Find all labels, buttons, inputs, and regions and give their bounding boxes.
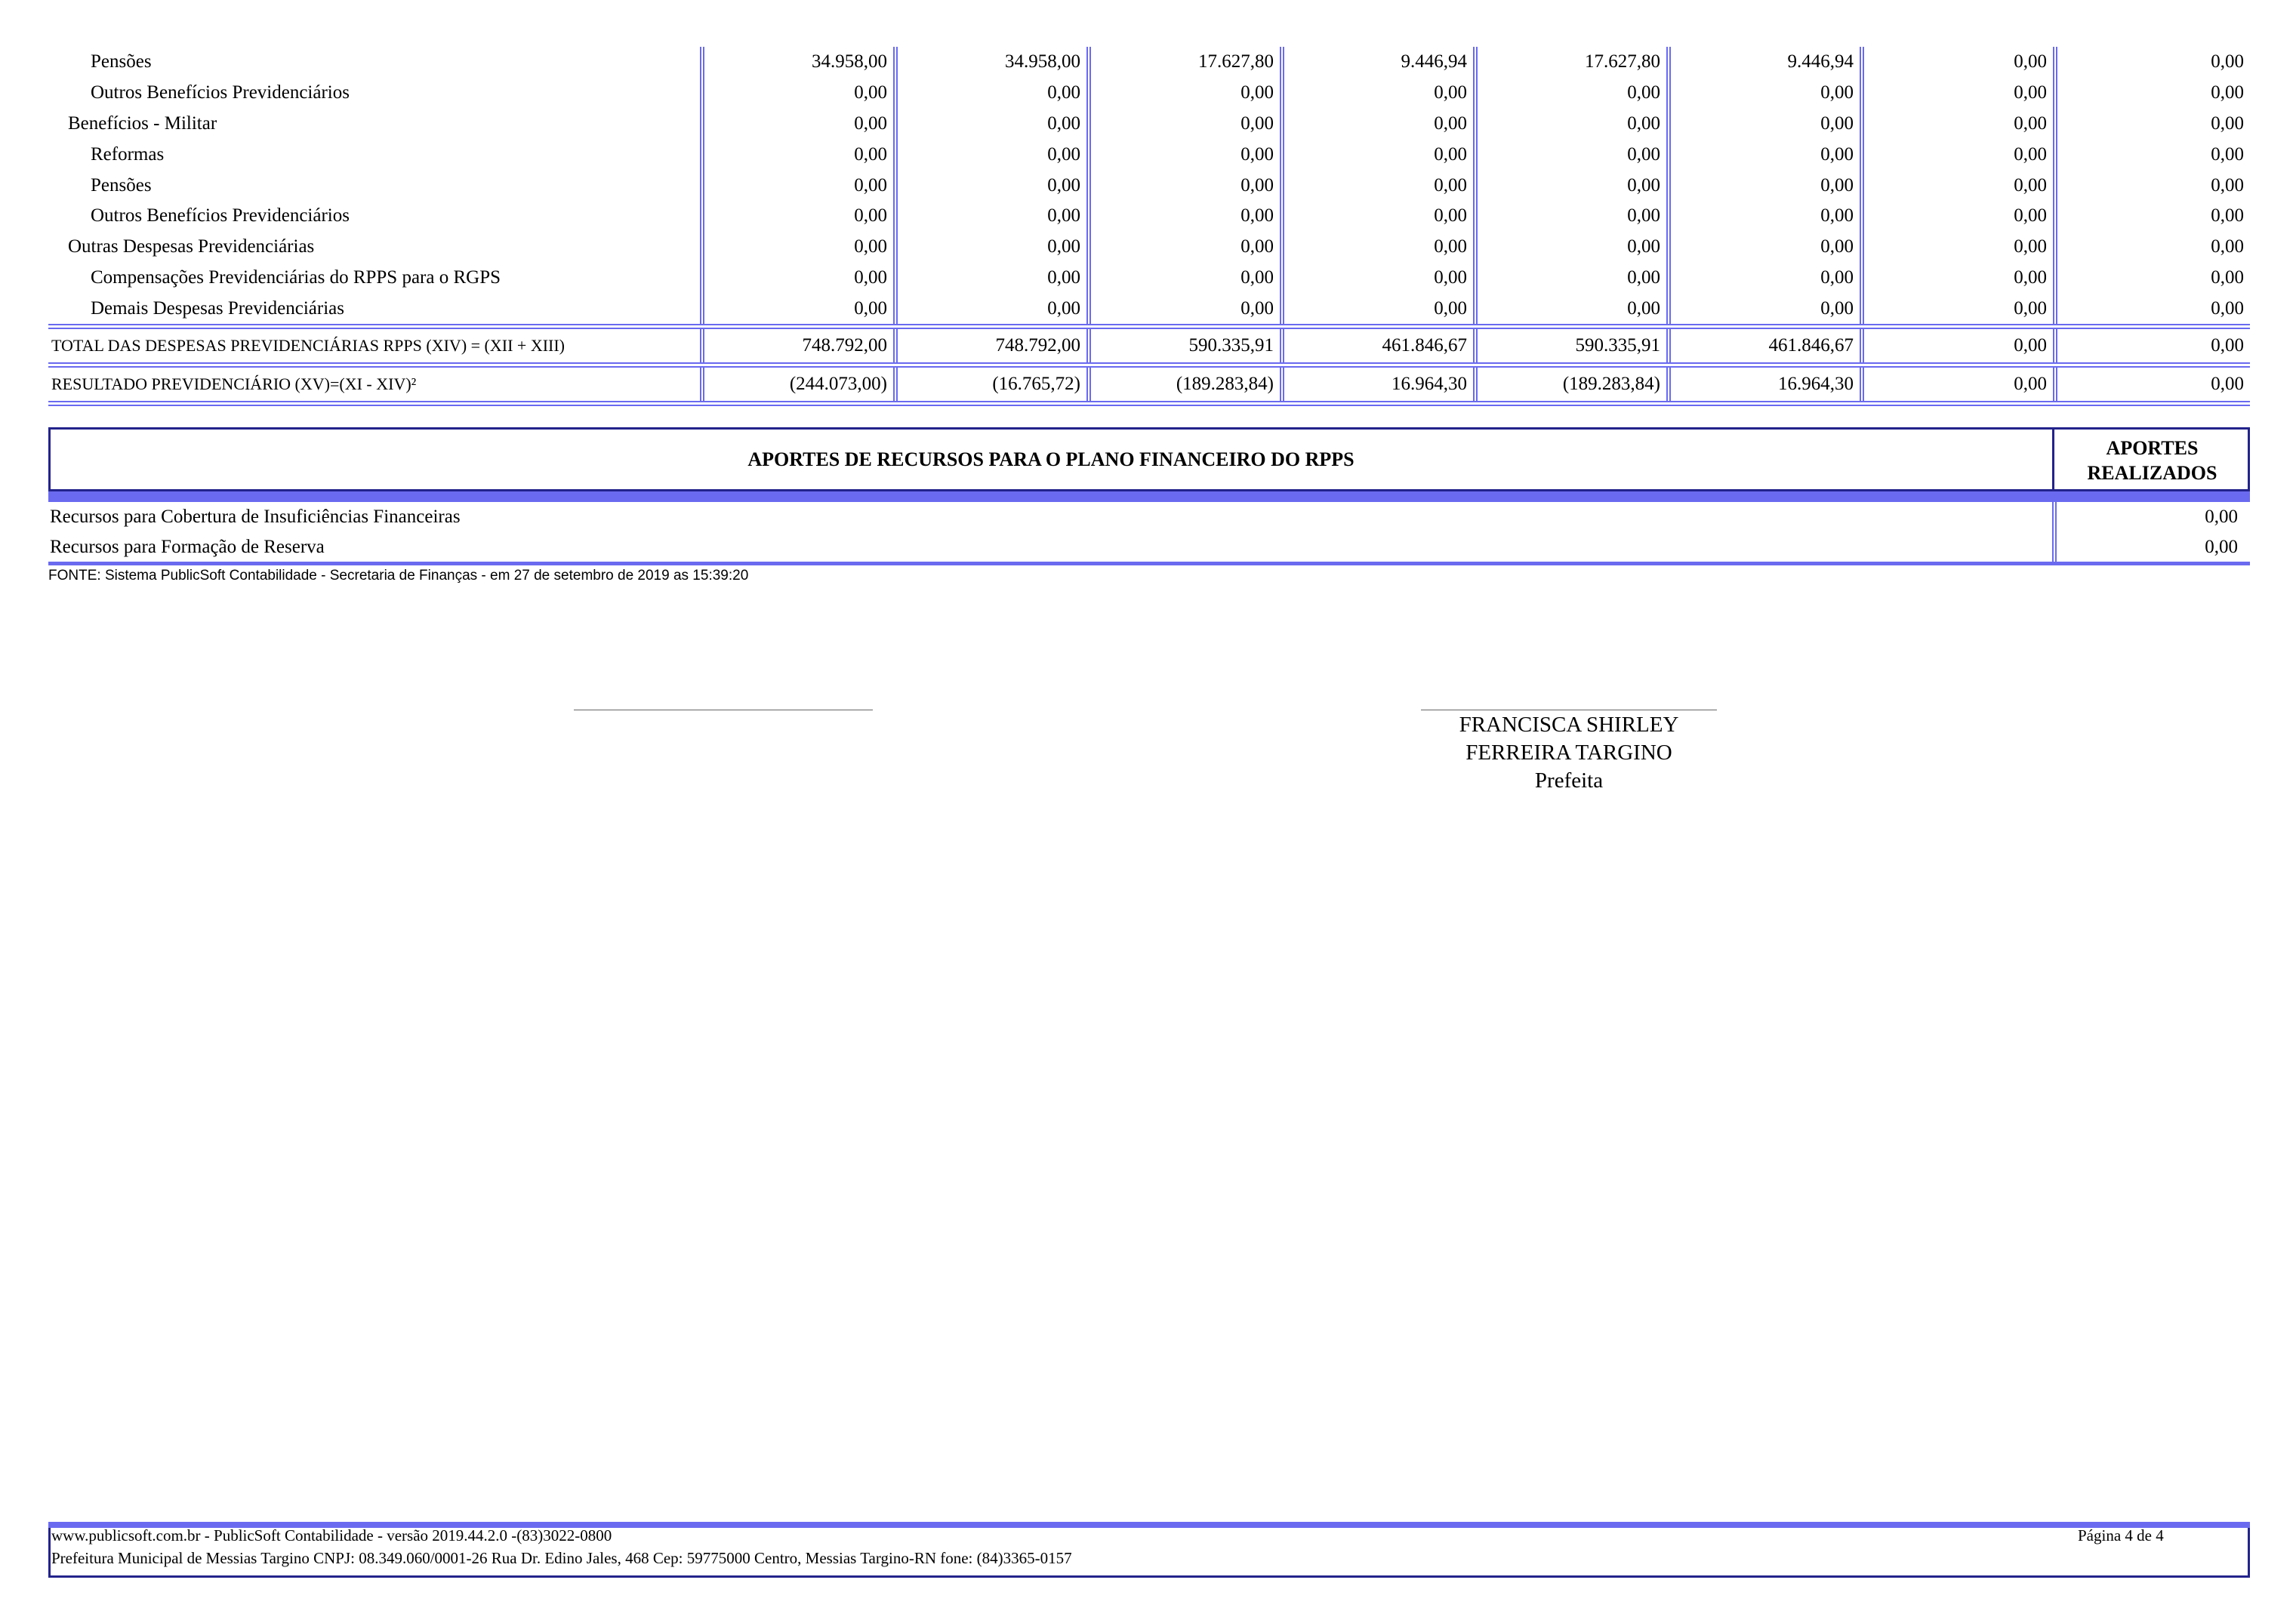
footer-software-line: www.publicsoft.com.br - PublicSoft Contabilidade - versão 2019.44.2.0 -(83)3022-0800 <box>51 1526 612 1544</box>
value-cell: 0,00 <box>1475 263 1669 294</box>
value-cell: 748.792,00 <box>702 327 895 365</box>
value-cell: 0,00 <box>1475 139 1669 170</box>
signatory-block <box>1418 711 1720 795</box>
value-cell: 0,00 <box>1089 109 1282 140</box>
value-cell: 0,00 <box>1669 263 1862 294</box>
value-cell: 0,00 <box>2055 139 2250 170</box>
value-cell: 16.964,30 <box>1282 365 1475 404</box>
row-label: Outros Benefícios Previdenciários <box>91 82 350 103</box>
value-cell: 9.446,94 <box>1282 47 1475 78</box>
aportes-row-value: 0,00 <box>2205 537 2238 557</box>
column-divider <box>2052 532 2057 562</box>
value-cell: (189.283,84) <box>1475 365 1669 404</box>
aportes-realizados-header <box>2054 430 2250 491</box>
value-cell: 0,00 <box>2055 365 2250 404</box>
value-cell: 0,00 <box>1282 170 1475 201</box>
value-cell: 0,00 <box>1282 263 1475 294</box>
aportes-header-line1: APORTES <box>2106 437 2199 459</box>
value-cell: 0,00 <box>1862 170 2055 201</box>
aportes-row <box>48 502 2250 532</box>
value-cell: 0,00 <box>2055 293 2250 326</box>
value-cell: 9.446,94 <box>1669 47 1862 78</box>
footer-prefeitura-line: Prefeitura Municipal de Messias Targino CNPJ: 08.349.060/0001-26 Rua Dr. Edino Jales, 468 Cep: 59775000 Centro, Messias Targino-RN fone: (84)3365-0157 <box>51 1549 1072 1567</box>
value-cell: 17.627,80 <box>1475 47 1669 78</box>
value-cell: 0,00 <box>1862 201 2055 232</box>
value-cell: 0,00 <box>1089 263 1282 294</box>
value-cell: 0,00 <box>702 293 895 326</box>
value-cell: 0,00 <box>1862 263 2055 294</box>
value-cell: 0,00 <box>1862 109 2055 140</box>
value-cell: 17.627,80 <box>1089 47 1282 78</box>
value-cell: 0,00 <box>1862 365 2055 404</box>
value-cell: 0,00 <box>702 139 895 170</box>
result-row <box>48 365 2250 404</box>
table-row <box>48 139 2250 170</box>
value-cell: (16.765,72) <box>895 365 1089 404</box>
table-row <box>48 109 2250 140</box>
row-label: Benefícios - Militar <box>68 112 217 134</box>
row-label: Reformas <box>91 143 165 165</box>
table-row <box>48 232 2250 263</box>
value-cell: 0,00 <box>1862 78 2055 109</box>
aportes-bottom-rule <box>48 562 2250 565</box>
value-cell: 0,00 <box>895 201 1089 232</box>
value-cell: 0,00 <box>702 263 895 294</box>
value-cell: 0,00 <box>1862 232 2055 263</box>
value-cell: 0,00 <box>1669 201 1862 232</box>
value-cell: 590.335,91 <box>1475 327 1669 365</box>
value-cell: 0,00 <box>1669 170 1862 201</box>
value-cell: 0,00 <box>1862 139 2055 170</box>
value-cell: 0,00 <box>1089 293 1282 326</box>
table-row <box>48 78 2250 109</box>
value-cell: 0,00 <box>1862 47 2055 78</box>
aportes-row-label: Recursos para Formação de Reserva <box>50 537 325 557</box>
value-cell: 34.958,00 <box>895 47 1089 78</box>
value-cell: 0,00 <box>1282 232 1475 263</box>
value-cell: 461.846,67 <box>1282 327 1475 365</box>
aportes-title: APORTES DE RECURSOS PARA O PLANO FINANCEIRO DO RPPS <box>747 448 1354 470</box>
value-cell: 0,00 <box>1475 109 1669 140</box>
value-cell: 0,00 <box>702 232 895 263</box>
value-cell: 590.335,91 <box>1089 327 1282 365</box>
source-note: FONTE: Sistema PublicSoft Contabilidade - Secretaria de Finanças - em 27 de setembro de 2019 as 15:39:20 <box>48 568 749 584</box>
value-cell: 0,00 <box>1669 109 1862 140</box>
value-cell: 0,00 <box>895 139 1089 170</box>
value-cell: 0,00 <box>1282 201 1475 232</box>
value-cell: 0,00 <box>1475 232 1669 263</box>
value-cell: (189.283,84) <box>1089 365 1282 404</box>
value-cell: 0,00 <box>1089 232 1282 263</box>
value-cell: 0,00 <box>1669 232 1862 263</box>
row-label: TOTAL DAS DESPESAS PREVIDENCIÁRIAS RPPS (XIV) = (XII + XIII) <box>48 327 702 365</box>
aportes-header-line2: REALIZADOS <box>2087 462 2217 484</box>
value-cell: 0,00 <box>2055 263 2250 294</box>
value-cell: 0,00 <box>1669 78 1862 109</box>
table-row <box>48 47 2250 78</box>
signatory-name-line2: FERREIRA TARGINO <box>1465 741 1672 765</box>
value-cell: 0,00 <box>2055 327 2250 365</box>
value-cell: 0,00 <box>1282 293 1475 326</box>
row-label: Pensões <box>91 174 152 196</box>
value-cell: 0,00 <box>2055 201 2250 232</box>
row-label: Pensões <box>91 51 152 72</box>
signatory-name-line1: FRANCISCA SHIRLEY <box>1459 713 1679 737</box>
value-cell: 0,00 <box>1089 78 1282 109</box>
value-cell: 0,00 <box>2055 109 2250 140</box>
aportes-row-label: Recursos para Cobertura de Insuficiências Financeiras <box>50 507 461 527</box>
row-label: Outros Benefícios Previdenciários <box>91 205 350 226</box>
aportes-row-value: 0,00 <box>2205 507 2238 527</box>
value-cell: 0,00 <box>702 78 895 109</box>
value-cell: 0,00 <box>2055 232 2250 263</box>
value-cell: 0,00 <box>895 170 1089 201</box>
value-cell: 0,00 <box>1862 327 2055 365</box>
value-cell: 0,00 <box>702 201 895 232</box>
value-cell: 0,00 <box>1475 293 1669 326</box>
value-cell: 0,00 <box>895 232 1089 263</box>
value-cell: 0,00 <box>702 170 895 201</box>
value-cell: 0,00 <box>1669 139 1862 170</box>
aportes-header-bar <box>48 491 2250 502</box>
value-cell: 0,00 <box>1475 201 1669 232</box>
table-row <box>48 263 2250 294</box>
value-cell: 0,00 <box>895 109 1089 140</box>
value-cell: 0,00 <box>2055 170 2250 201</box>
value-cell: 0,00 <box>1089 139 1282 170</box>
value-cell: 34.958,00 <box>702 47 895 78</box>
value-cell: 0,00 <box>702 109 895 140</box>
column-divider <box>2052 502 2057 532</box>
value-cell: 0,00 <box>1475 78 1669 109</box>
value-cell: 0,00 <box>1089 170 1282 201</box>
value-cell: 0,00 <box>1282 139 1475 170</box>
value-cell: 0,00 <box>1089 201 1282 232</box>
value-cell: 0,00 <box>1669 293 1862 326</box>
row-label: Outras Despesas Previdenciárias <box>68 236 315 257</box>
value-cell: 0,00 <box>895 78 1089 109</box>
value-cell: 0,00 <box>2055 47 2250 78</box>
value-cell: 461.846,67 <box>1669 327 1862 365</box>
page-number: Página 4 de 4 <box>2078 1526 2164 1544</box>
row-label: RESULTADO PREVIDENCIÁRIO (XV)=(XI - XIV)² <box>48 365 702 404</box>
value-cell: 748.792,00 <box>895 327 1089 365</box>
value-cell: 0,00 <box>895 293 1089 326</box>
aportes-row <box>48 532 2250 562</box>
value-cell: 16.964,30 <box>1669 365 1862 404</box>
table-row <box>48 293 2250 326</box>
value-cell: 0,00 <box>1282 109 1475 140</box>
value-cell: (244.073,00) <box>702 365 895 404</box>
row-label: Demais Despesas Previdenciárias <box>91 297 344 319</box>
row-label: Compensações Previdenciárias do RPPS para o RGPS <box>91 266 501 288</box>
rpps-expenses-table <box>48 47 2250 406</box>
table-row <box>48 170 2250 201</box>
value-cell: 0,00 <box>1862 293 2055 326</box>
value-cell: 0,00 <box>1475 170 1669 201</box>
value-cell: 0,00 <box>1282 78 1475 109</box>
value-cell: 0,00 <box>895 263 1089 294</box>
signatory-role: Prefeita <box>1534 768 1604 793</box>
value-cell: 0,00 <box>2055 78 2250 109</box>
table-row <box>48 201 2250 232</box>
total-row <box>48 327 2250 365</box>
